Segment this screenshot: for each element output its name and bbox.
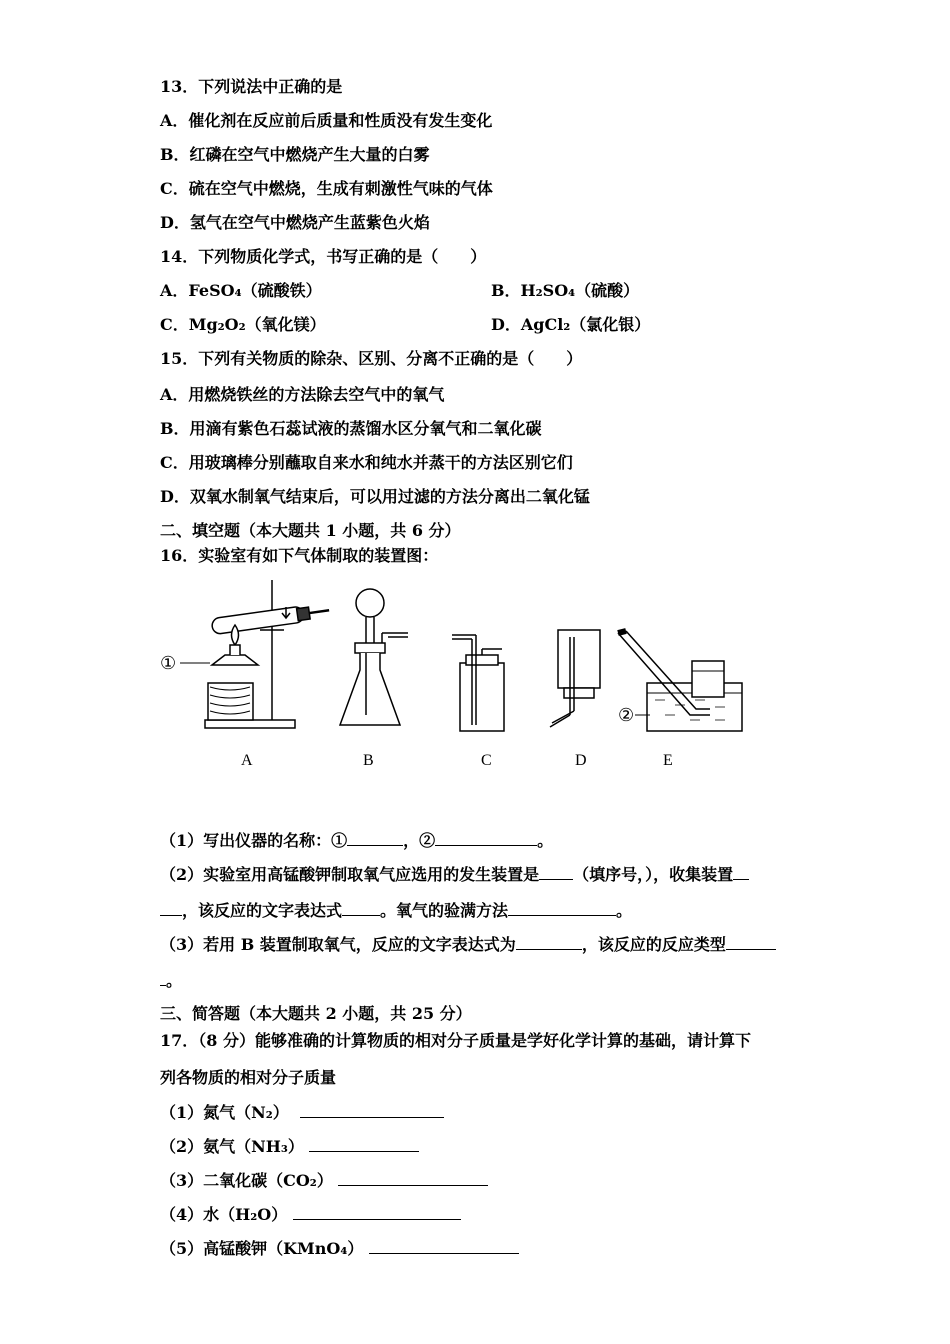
blank-h2o[interactable] — [293, 1203, 461, 1220]
q16-p2-text-d: 。氧气的验满方法 — [380, 901, 509, 920]
q17-item-3 — [160, 1169, 488, 1191]
apparatus-c — [452, 635, 504, 731]
q17-stem-line2: 列各物质的相对分子质量 — [160, 1068, 337, 1087]
q15-option-c: C．用玻璃棒分别蘸取自来水和纯水并蒸干的方法区别它们 — [160, 453, 573, 472]
label-d: D — [575, 752, 587, 769]
section-3-heading: 三、简答题（本大题共 2 小题，共 25 分） — [160, 1004, 472, 1023]
q16-part2-line1 — [160, 863, 749, 885]
marker-1: ① — [160, 653, 177, 673]
apparatus-b — [340, 589, 408, 725]
q17-item-2-text: （2）氨气（NH₃） — [160, 1137, 304, 1156]
q14-option-a: A．FeSO₄（硫酸铁） — [160, 281, 322, 300]
q17-stem-line1: 17．（8 分）能够准确的计算物质的相对分子质量是学好化学计算的基础，请计算下 — [160, 1031, 751, 1050]
q15-option-d: D．双氧水制氧气结束后，可以用过滤的方法分离出二氧化锰 — [160, 487, 590, 506]
q13-option-d: D．氢气在空气中燃烧产生蓝紫色火焰 — [160, 213, 430, 232]
q16-part3-line1 — [160, 933, 776, 955]
q17-item-1-text: （1）氮气（N₂） — [160, 1103, 289, 1122]
q16-part2-line2 — [160, 899, 632, 921]
blank-b-expression[interactable] — [516, 933, 582, 950]
blank-generator[interactable] — [539, 863, 573, 880]
q14-stem: 14．下列物质化学式，书写正确的是（ ） — [160, 247, 487, 266]
apparatus-a — [180, 580, 330, 728]
q14-option-b: B．H₂SO₄（硫酸） — [491, 281, 640, 300]
q15-option-b: B．用滴有紫色石蕊试液的蒸馏水区分氧气和二氧化碳 — [160, 419, 542, 438]
q16-p2-text-e: 。 — [616, 901, 633, 920]
q16-stem: 16．实验室有如下气体制取的装置图： — [160, 546, 439, 565]
q16-p3-text-b: ，该反应的反应类型 — [581, 935, 726, 954]
blank-collector-end[interactable] — [160, 899, 182, 916]
q15-option-a: A．用燃烧铁丝的方法除去空气中的氧气 — [160, 385, 445, 404]
marker-2: ② — [618, 705, 635, 725]
apparatus-d — [550, 630, 600, 727]
q16-p2-text-a: （2）实验室用高锰酸钾制取氧气应选用的发生装置是 — [160, 865, 540, 884]
q17-item-3-text: （3）二氧化碳（CO₂） — [160, 1171, 333, 1190]
blank-nh3[interactable] — [309, 1135, 419, 1152]
blank-n2[interactable] — [300, 1101, 444, 1118]
q17-item-2 — [160, 1135, 419, 1157]
blank-expression[interactable] — [342, 899, 380, 916]
q13-option-b: B．红磷在空气中燃烧产生大量的白雾 — [160, 145, 430, 164]
q16-p1-text-a: （1）写出仪器的名称：① — [160, 831, 348, 850]
label-b: B — [363, 752, 374, 769]
section-2-heading: 二、填空题（本大题共 1 小题，共 6 分） — [160, 521, 461, 540]
q16-p1-text-b: ，② — [403, 831, 436, 850]
blank-check-method[interactable] — [508, 899, 616, 916]
blank-reaction-type-start[interactable] — [726, 933, 776, 950]
q14-option-c: C．Mg₂O₂（氧化镁） — [160, 315, 326, 334]
q14-option-d: D．AgCl₂（氯化银） — [491, 315, 651, 334]
q16-part3-line2 — [160, 969, 182, 991]
q13-stem: 13．下列说法中正确的是 — [160, 77, 343, 96]
apparatus-figure — [150, 575, 770, 775]
q17-item-4 — [160, 1203, 461, 1225]
blank-collector-start[interactable] — [733, 863, 749, 880]
q17-item-1 — [160, 1101, 444, 1123]
q16-p1-text-c: 。 — [537, 831, 554, 850]
q17-item-5-text: （5）高锰酸钾（KMnO₄） — [160, 1239, 364, 1258]
q13-option-c: C．硫在空气中燃烧，生成有刺激性气味的气体 — [160, 179, 493, 198]
q17-item-4-text: （4）水（H₂O） — [160, 1205, 288, 1224]
q15-stem: 15．下列有关物质的除杂、区别、分离不正确的是（ ） — [160, 349, 583, 368]
q16-part1 — [160, 829, 553, 851]
q13-option-a: A．催化剂在反应前后质量和性质没有发生变化 — [160, 111, 493, 130]
label-e: E — [663, 752, 673, 769]
label-c: C — [481, 752, 492, 769]
q16-p2-text-b: （填序号，），收集装置 — [573, 865, 734, 884]
blank-co2[interactable] — [338, 1169, 488, 1186]
q16-p3-text-c: 。 — [166, 971, 183, 990]
blank-instrument-2[interactable] — [435, 829, 537, 846]
q17-item-5 — [160, 1237, 519, 1259]
blank-instrument-1[interactable] — [347, 829, 403, 846]
q16-p2-text-c: ，该反应的文字表达式 — [182, 901, 343, 920]
q16-p3-text-a: （3）若用 B 装置制取氧气，反应的文字表达式为 — [160, 935, 516, 954]
apparatus-e — [618, 631, 742, 731]
label-a: A — [241, 752, 253, 769]
blank-kmno4[interactable] — [369, 1237, 519, 1254]
